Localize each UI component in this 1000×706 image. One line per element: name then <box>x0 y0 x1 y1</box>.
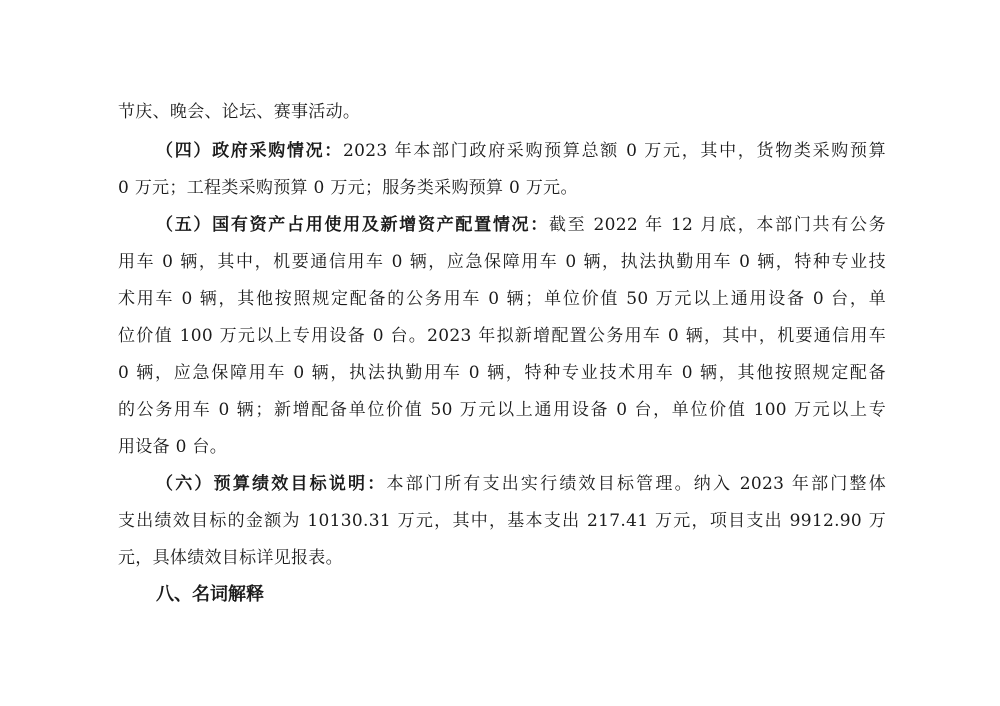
section-heading-procurement: （四）政府采购情况： <box>156 141 343 161</box>
section-heading-assets: （五）国有资产占用使用及新增资产配置情况： <box>156 215 549 235</box>
line-text: 用设备 0 台。 <box>118 437 228 457</box>
paragraph-line <box>118 509 886 533</box>
line-text: 0 辆，应急保障用车 0 辆，执法执勤用车 0 辆，特种专业技术用车 0 辆，其他按照规定配备 <box>118 363 886 383</box>
paragraph-line <box>118 287 886 311</box>
line-text: 支出绩效目标的金额为 10130.31 万元，其中，基本支出 217.41 万元，项目支出 9912.90 万 <box>118 511 886 531</box>
paragraph-line <box>118 546 343 570</box>
paragraph-line <box>118 324 886 348</box>
line-text: 用车 0 辆，其中，机要通信用车 0 辆，应急保障用车 0 辆，执法执勤用车 0 辆，特种专业技 <box>118 252 886 272</box>
paragraph-line <box>118 250 886 274</box>
line-text: 术用车 0 辆，其他按照规定配备的公务用车 0 辆；单位价值 50 万元以上通用设备 0 台，单 <box>118 289 886 309</box>
paragraph-line <box>118 398 886 422</box>
line-text: 截至 2022 年 12 月底，本部门共有公务 <box>548 215 886 235</box>
line-text: 的公务用车 0 辆；新增配备单位价值 50 万元以上通用设备 0 台，单位价值 100 万元以上专 <box>118 400 886 420</box>
paragraph-line <box>118 435 227 459</box>
chapter-heading-glossary: 八、名词解释 <box>156 584 264 605</box>
line-text: 节庆、晚会、论坛、赛事活动。 <box>118 102 361 122</box>
line-text: 位价值 100 万元以上专用设备 0 台。2023 年拟新增配置公务用车 0 辆，其中，机要通信用车 <box>118 326 886 346</box>
paragraph-performance-goals <box>156 472 886 496</box>
paragraph-line <box>118 361 886 385</box>
line-text: 0 万元；工程类采购预算 0 万元；服务类采购预算 0 万元。 <box>118 178 578 198</box>
paragraph-government-procurement <box>156 139 886 163</box>
paragraph-line <box>118 176 578 200</box>
section-heading-performance: （六）预算绩效目标说明： <box>156 474 387 494</box>
line-text: 2023 年本部门政府采购预算总额 0 万元，其中，货物类采购预算 <box>343 141 886 161</box>
line-text: 元，具体绩效目标详见报表。 <box>118 548 343 568</box>
paragraph-state-assets <box>156 213 886 237</box>
line-text: 本部门所有支出实行绩效目标管理。纳入 2023 年部门整体 <box>386 474 886 494</box>
paragraph-line <box>118 100 360 124</box>
